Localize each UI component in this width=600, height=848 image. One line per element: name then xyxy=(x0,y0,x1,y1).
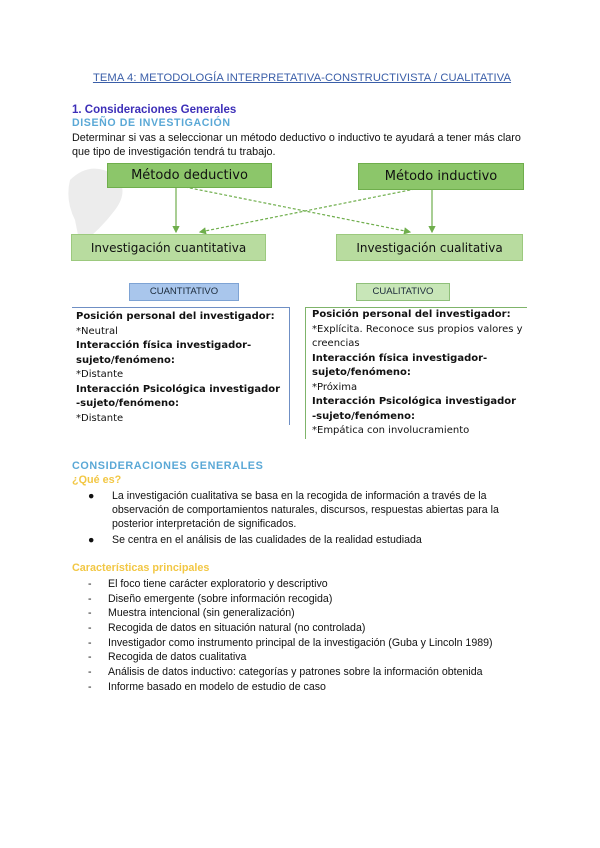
panel-line: *Distante xyxy=(76,369,124,380)
panel-line: -sujeto/fenómeno: xyxy=(312,410,416,422)
panel-line: *Empática con involucramiento xyxy=(312,425,470,436)
panel-line: *Explícita. Reconoce sus propios valores y xyxy=(312,323,523,335)
panel-line: *Neutral xyxy=(76,325,118,337)
panel-line: *Próxima xyxy=(312,381,358,393)
metodo-inductivo-box: Método inductivo xyxy=(358,163,524,190)
panel-line: creencias xyxy=(312,338,360,349)
question-heading: ¿Qué es? xyxy=(72,474,122,486)
panel-line: Interacción Psicológica investigador xyxy=(312,396,517,407)
investigacion-cualitativa-box: Investigación cualitativa xyxy=(336,234,523,261)
bullet-icon: ● xyxy=(88,534,95,546)
panel-line: Posición personal del investigador: xyxy=(76,311,275,322)
panel-line: sujeto/fenómeno: xyxy=(76,354,175,366)
panel-line: Posición personal del investigador: xyxy=(312,309,511,320)
caracteristicas-heading: Características principales xyxy=(72,562,210,574)
cuantitativo-tag: CUANTITATIVO xyxy=(129,283,239,301)
document-title: TEMA 4: METODOLOGÍA INTERPRETATIVA-CONSTRUCTIVISTA / CUALITATIVA xyxy=(92,72,512,84)
panel-line: *Distante xyxy=(76,412,124,424)
section-heading: 1. Consideraciones Generales xyxy=(72,104,237,116)
intro-paragraph: Determinar si vas a seleccionar un método deductivo o inductivo te ayudará a tener más claro que tipo de investigación tendrá tu trabajo. xyxy=(72,132,521,158)
cualitativo-panel xyxy=(305,307,527,439)
metodo-deductivo-box: Método deductivo xyxy=(107,163,272,188)
bullet-icon: ● xyxy=(88,490,95,502)
panel-line: Interacción física investigador- xyxy=(312,352,488,364)
panel-line: sujeto/fenómeno: xyxy=(312,367,411,378)
cuantitativo-panel xyxy=(72,307,290,425)
section-subheading: DISEÑO DE INVESTIGACIÓN xyxy=(72,117,231,129)
bullet-text: Se centra en el análisis de las cualidades de la realidad estudiada xyxy=(112,534,422,546)
panel-line: -sujeto/fenómeno: xyxy=(76,398,180,409)
section-heading-consideraciones: CONSIDERACIONES GENERALES xyxy=(72,460,264,472)
cualitativo-tag: CUALITATIVO xyxy=(356,283,450,301)
panel-line: Interacción física investigador- xyxy=(76,340,252,351)
investigacion-cuantitativa-box: Investigación cuantitativa xyxy=(71,234,266,261)
panel-line: Interacción Psicológica investigador xyxy=(76,383,281,395)
bullet-text: La investigación cualitativa se basa en la recogida de información a través de la observación de comportamientos naturales, discursos, respuestas abiertas para la posterior interpretación de significados. xyxy=(112,490,499,530)
